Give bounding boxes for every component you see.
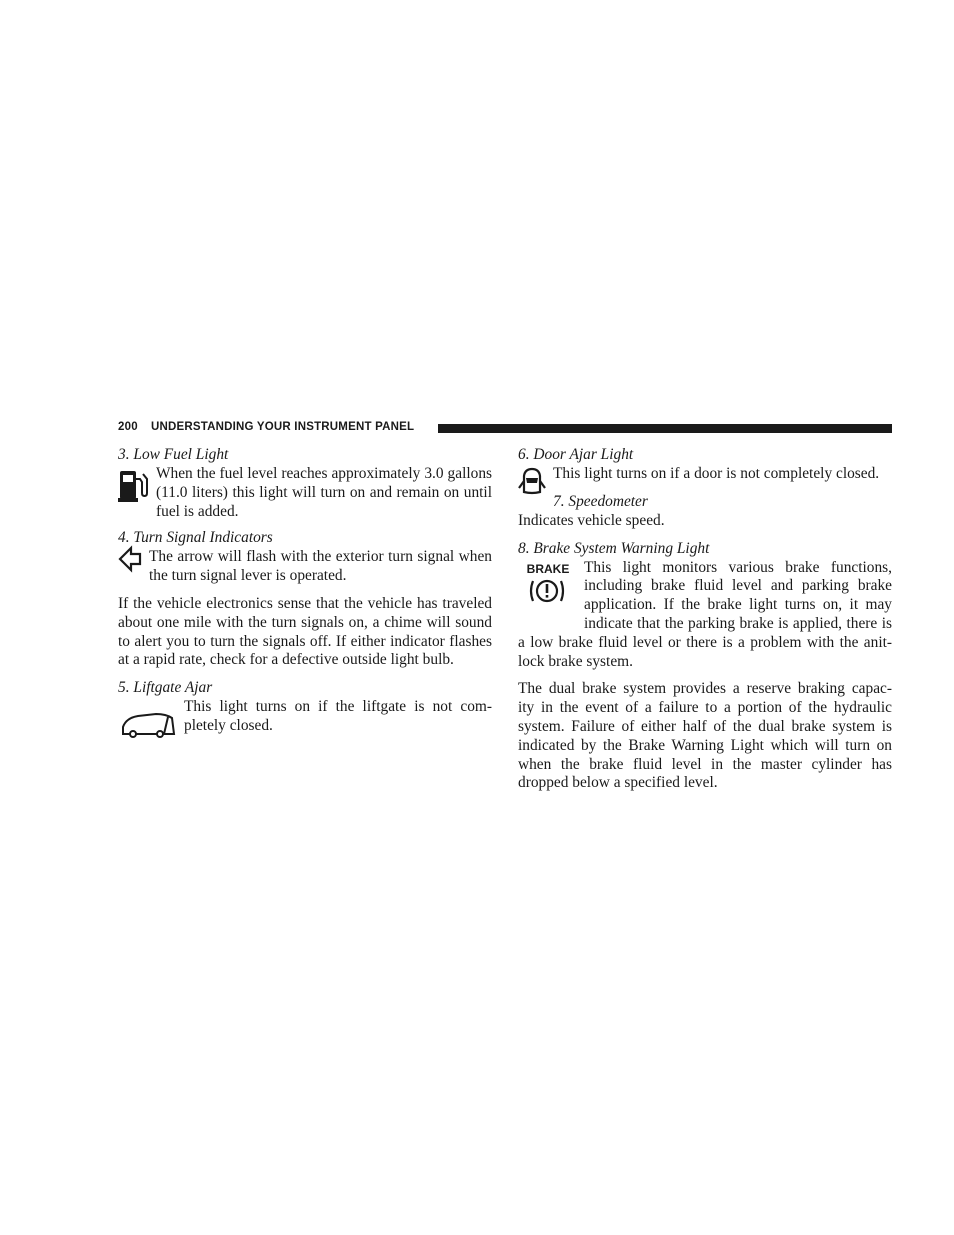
turn-arrow-icon	[118, 545, 149, 575]
header-rule	[438, 424, 892, 433]
liftgate-ajar-icon	[118, 706, 184, 746]
left-column	[118, 446, 492, 746]
fuel-pump-icon	[118, 469, 156, 505]
brake-paragraph-rest: ity in the event of a failure to a portion of the hydraulic system. Failure of either half of the dual brake system is indicated by the Brake Warning Light which will turn on when the brake fluid level in the master cylinder has dropped below a specified level.	[518, 699, 892, 792]
brake-text: This light monitors various brake functions, including brake fluid level and parking brake application. If the brake light turns on, it may indicate that the parking brake is applied, there is a low brake fluid level or there is a problem with the anit-lock brake system.	[518, 558, 892, 670]
low-fuel-text: When the fuel level reaches approximately 3.0 gallons (11.0 liters) this light will turn on and remain on until fuel is added.	[156, 465, 492, 520]
speedometer-title: 7. Speedometer	[553, 492, 648, 510]
svg-text:BRAKE: BRAKE	[526, 561, 570, 576]
liftgate-text-line2: pletely closed.	[184, 716, 273, 734]
low-fuel-section	[118, 446, 492, 521]
turn-signal-section	[118, 529, 492, 670]
speedometer-section	[518, 493, 892, 531]
liftgate-section	[118, 679, 492, 736]
turn-signal-text: The arrow will flash with the exterior turn signal when the turn signal lever is operated.	[149, 548, 492, 585]
door-ajar-title: 6. Door Ajar Light	[518, 446, 634, 463]
liftgate-title: 5. Liftgate Ajar	[118, 679, 213, 697]
brake-section	[518, 540, 892, 794]
page-number: 200	[118, 421, 138, 433]
brake-paragraph-line1: The dual brake system provides a reserve braking capac-	[518, 680, 892, 698]
brake-title: 8. Brake System Warning Light	[518, 539, 710, 557]
liftgate-text-line1: This light turns on if the liftgate is not com-	[184, 698, 492, 716]
turn-signal-title: 4. Turn Signal Indicators	[118, 529, 273, 547]
section-title: UNDERSTANDING YOUR INSTRUMENT PANEL	[151, 421, 415, 433]
door-ajar-section	[518, 446, 892, 484]
low-fuel-title: 3. Low Fuel Light	[118, 446, 229, 463]
door-ajar-text: This light turns on if a door is not completely closed.	[553, 465, 880, 482]
speedometer-text: Indicates vehicle speed.	[518, 511, 665, 529]
turn-signal-paragraph: If the vehicle electronics sense that the vehicle has traveled about one mile with the turn signals on, a chime will sound to alert you to turn the signals off. If either indicator flashes at a rapid rate, check for a defective outside light bulb.	[118, 594, 492, 669]
right-column	[518, 446, 892, 793]
page-header	[118, 420, 892, 436]
door-ajar-icon	[518, 466, 553, 500]
brake-warning-icon	[518, 559, 584, 617]
